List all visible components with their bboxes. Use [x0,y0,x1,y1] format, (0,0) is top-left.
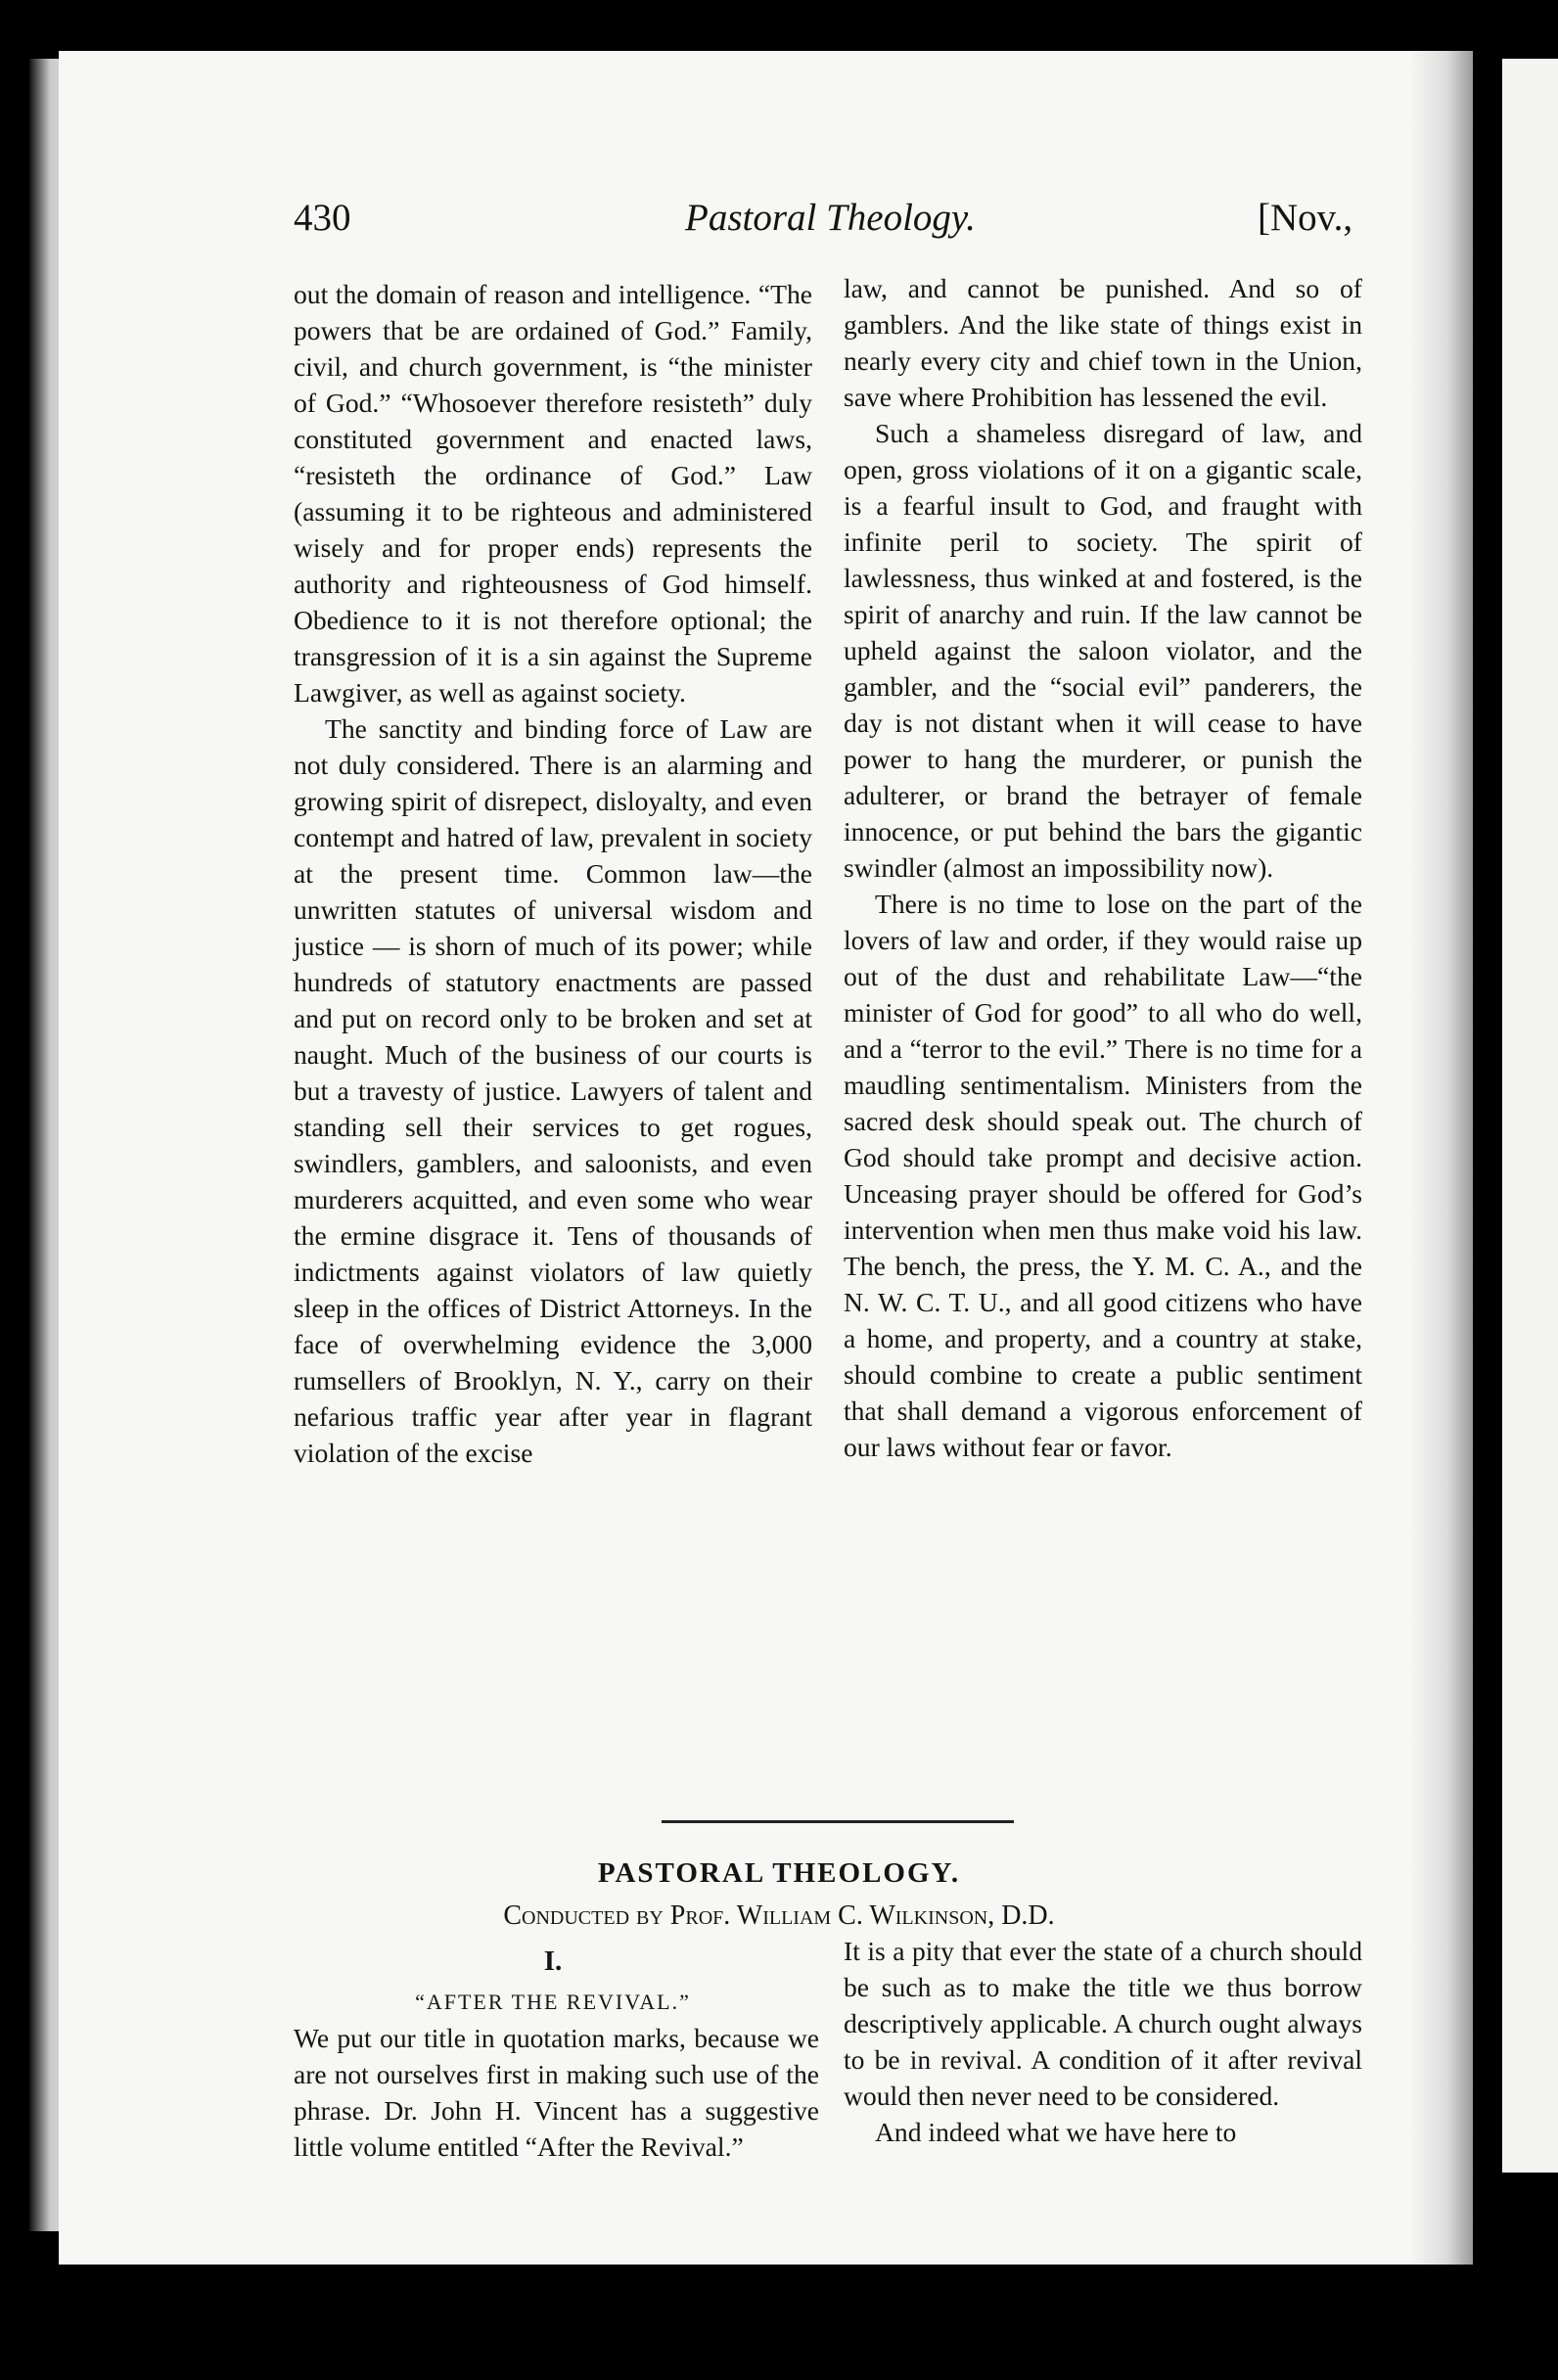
section-left-column [294,2020,819,2165]
article-number: I. [543,1945,563,1977]
paragraph: And indeed what we have here to [875,2117,1237,2147]
paragraph: The sanctity and binding force of Law are not duly considered. There is an alarming and growing spirit of disrepect, disloyalty, and even contempt and hatred of law, prevalent in society at the present time. Common law—the unwritten statutes of universal wisdom and justice — is shorn of much of its power; while hundreds of statutory enactments are passed and put on record only to be broken and set at naught. Much of the business of our courts is but a travesty of justice. Lawyers of talent and standing sell their services to get rogues, swindlers, gamblers, and saloonists, and even murderers acquitted, and even some who wear the ermine disgrace it. Tens of thousands of indictments against violators of law quietly sleep in the offices of District Attorneys. In the face of overwhelming evidence the 3,000 rumsellers of Brooklyn, N. Y., carry on their nefarious traffic year after year in flagrant violation of the excise [294,713,812,1468]
section-divider [662,1820,1014,1823]
paragraph: It is a pity that ever the state of a church should be such as to make the title we thus borrow descriptively applicable. A church ought always to be in revival. A condition of it after revival would then never need to be considered. [844,1936,1362,2111]
paragraph: out the domain of reason and intelligence. “The powers that be are ordained of God.” Family, civil, and church government, is “the minister of God.” “Whosoever therefore resisteth” duly constituted government and enacted laws, “resisteth the ordinance of God.” Law (assuming it to be righteous and administered wisely and for proper ends) represents the authority and righteousness of God himself. Obedience to it is not therefore optional; the transgression of it is a sin against the Supreme Lawgiver, as well as against society. [294,279,812,708]
paragraph: We put our title in quotation marks, because we are not ourselves first in making such use of the phrase. Dr. John H. Vincent has a suggestive little volume entitled “After the Revival.” [294,2023,819,2162]
paragraph: law, and cannot be punished. And so of gamblers. And the like state of things exist in nearly every city and chief town in the Union, save where Prohibition has lessened the evil. [844,273,1362,412]
running-month: [Nov., [1258,197,1353,239]
page-number: 430 [294,197,351,239]
adjacent-page-edge [1502,59,1558,2173]
running-title: Pastoral Theology. [685,197,976,239]
right-column [844,270,1362,1465]
paragraph: Such a shameless disregard of law, and open, gross violations of it on a gigantic scale, is a fearful insult to God, and fraught with infinite peril to society. The spirit of lawlessness, thus winked at and fostered, is the spirit of anarchy and ruin. If the law cannot be upheld against the saloon violator, and the gambler, and the “social evil” panderers, the day is not distant when it will cease to have power to hang the murderer, or punish the adulterer, or brand the betrayer of female innocence, or put behind the bars the gigantic swindler (almost an impossibility now). [844,418,1362,883]
paragraph: There is no time to lose on the part of the lovers of law and order, if they would raise up out of the dust and rehabilitate Law—“the minister of God for good” to all who do well, and a “terror to the evil.” There is no time for a maudling sentimentalism. Ministers from the sacred desk should speak out. The church of God should take prompt and decisive action. Unceasing prayer should be offered for God’s intervention when men thus make void his law. The bench, the press, the Y. M. C. A., and the N. W. C. T. U., and all good citizens who have a home, and property, and a country at stake, should combine to create a public sentiment that shall demand a vigorous enforcement of our laws without fear or favor. [844,889,1362,1462]
section-right-column [844,1933,1362,2150]
page-gutter-shadow [1409,51,1473,2265]
section-title: PASTORAL THEOLOGY. [597,1857,961,1889]
running-header [0,196,1558,254]
article-title: “AFTER THE REVIVAL.” [415,1990,691,2014]
section-editor-line: Conducted by Prof. William C. Wilkinson, D.D. [503,1900,1055,1931]
left-column [294,276,812,1471]
